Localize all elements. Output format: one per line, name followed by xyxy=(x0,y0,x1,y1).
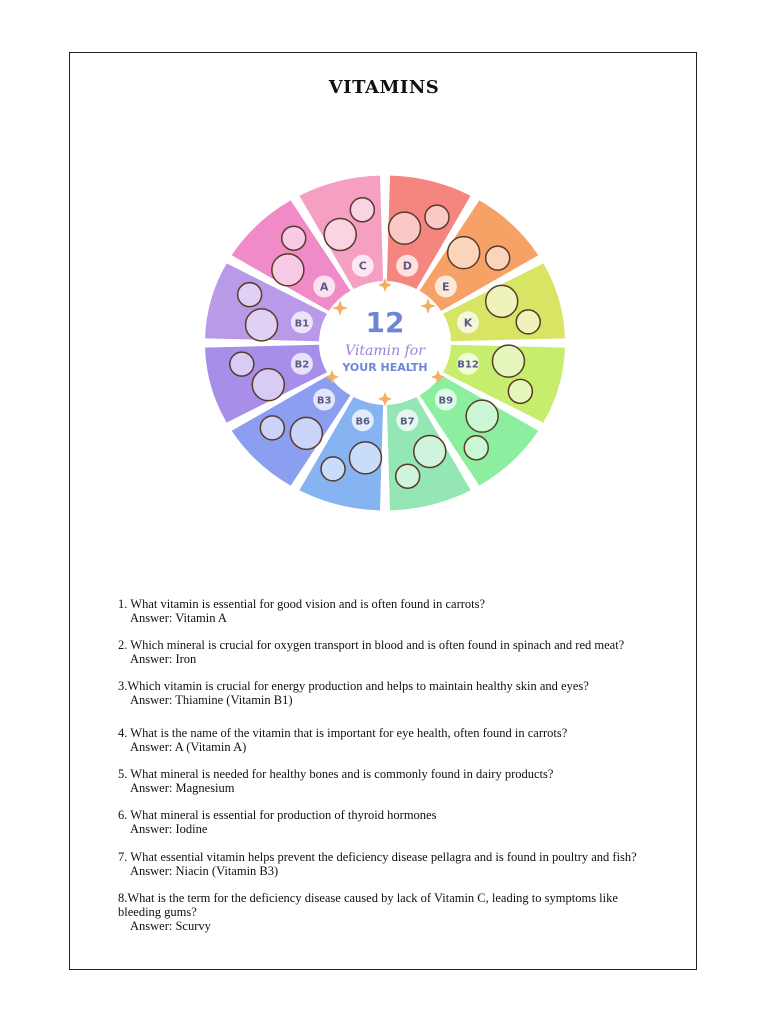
page-title: VITAMINS xyxy=(328,77,440,98)
vitamin-wheel-illustration xyxy=(180,160,590,530)
food-icon xyxy=(486,285,518,317)
food-icon xyxy=(464,436,488,460)
segment-label: B6 xyxy=(355,416,371,428)
answer-text: Answer: Niacin (Vitamin B3) xyxy=(130,864,279,878)
segment-label: B2 xyxy=(294,359,310,371)
food-icon xyxy=(252,369,284,401)
segment-label: B3 xyxy=(316,395,332,407)
segment-label: K xyxy=(463,316,473,330)
food-icon xyxy=(260,416,284,440)
answer-text: Answer: Scurvy xyxy=(130,919,211,933)
food-icon xyxy=(508,379,532,403)
segment-label: A xyxy=(319,280,329,294)
wheel-tagline: YOUR HEALTH xyxy=(342,361,428,374)
question-item-7 xyxy=(118,850,637,878)
segment-label: B7 xyxy=(399,416,415,428)
answer-text: Answer: Magnesium xyxy=(130,781,235,795)
answer-text: Answer: Iron xyxy=(130,652,197,666)
wheel-script-text: Vitamin for xyxy=(345,343,425,359)
question-item-1 xyxy=(118,597,485,625)
segment-label: D xyxy=(402,259,412,273)
wheel-number: 12 xyxy=(365,306,405,339)
food-icon xyxy=(272,254,304,286)
segment-label: B12 xyxy=(457,359,479,371)
question-text: 8.What is the term for the deficiency disease caused by lack of Vitamin C, leading to symptoms like bleeding gums? xyxy=(118,891,618,919)
question-item-6 xyxy=(118,808,436,836)
food-icon xyxy=(492,345,524,377)
food-icon xyxy=(350,198,374,222)
food-icon xyxy=(466,400,498,432)
food-icon xyxy=(230,352,254,376)
question-item-2 xyxy=(118,638,624,666)
segment-label: C xyxy=(358,259,367,273)
question-text: 4. What is the name of the vitamin that is important for eye health, often found in carrots? xyxy=(118,726,568,740)
segment-label: E xyxy=(442,280,450,294)
food-icon xyxy=(282,226,306,250)
question-item-4 xyxy=(118,726,567,754)
answer-text: Answer: Thiamine (Vitamin B1) xyxy=(130,693,293,707)
question-text: 3.Which vitamin is crucial for energy production and helps to maintain healthy skin and eyes? xyxy=(118,679,589,693)
food-icon xyxy=(486,246,510,270)
food-icon xyxy=(396,464,420,488)
food-icon xyxy=(448,237,480,269)
food-icon xyxy=(389,212,421,244)
food-icon xyxy=(321,457,345,481)
food-icon xyxy=(516,310,540,334)
question-text: 7. What essential vitamin helps prevent the deficiency disease pellagra and is found in poultry and fish? xyxy=(118,850,637,864)
food-icon xyxy=(414,436,446,468)
answer-text: Answer: Vitamin A xyxy=(130,611,227,625)
answer-text: Answer: A (Vitamin A) xyxy=(130,740,247,754)
segment-label: B9 xyxy=(438,395,454,407)
question-text: 2. Which mineral is crucial for oxygen transport in blood and is often found in spinach and red meat? xyxy=(118,638,625,652)
food-icon xyxy=(238,283,262,307)
food-icon xyxy=(349,442,381,474)
question-item-5 xyxy=(118,767,553,795)
question-text: 1. What vitamin is essential for good vision and is often found in carrots? xyxy=(118,597,486,611)
answer-text: Answer: Iodine xyxy=(130,822,208,836)
food-icon xyxy=(246,309,278,341)
question-text: 6. What mineral is essential for production of thyroid hormones xyxy=(118,808,437,822)
question-item-3 xyxy=(118,679,589,707)
food-icon xyxy=(290,417,322,449)
food-icon xyxy=(425,205,449,229)
food-icon xyxy=(324,218,356,250)
question-text: 5. What mineral is needed for healthy bones and is commonly found in dairy products? xyxy=(118,767,554,781)
segment-label: B1 xyxy=(294,318,310,330)
question-item-8 xyxy=(118,891,648,933)
